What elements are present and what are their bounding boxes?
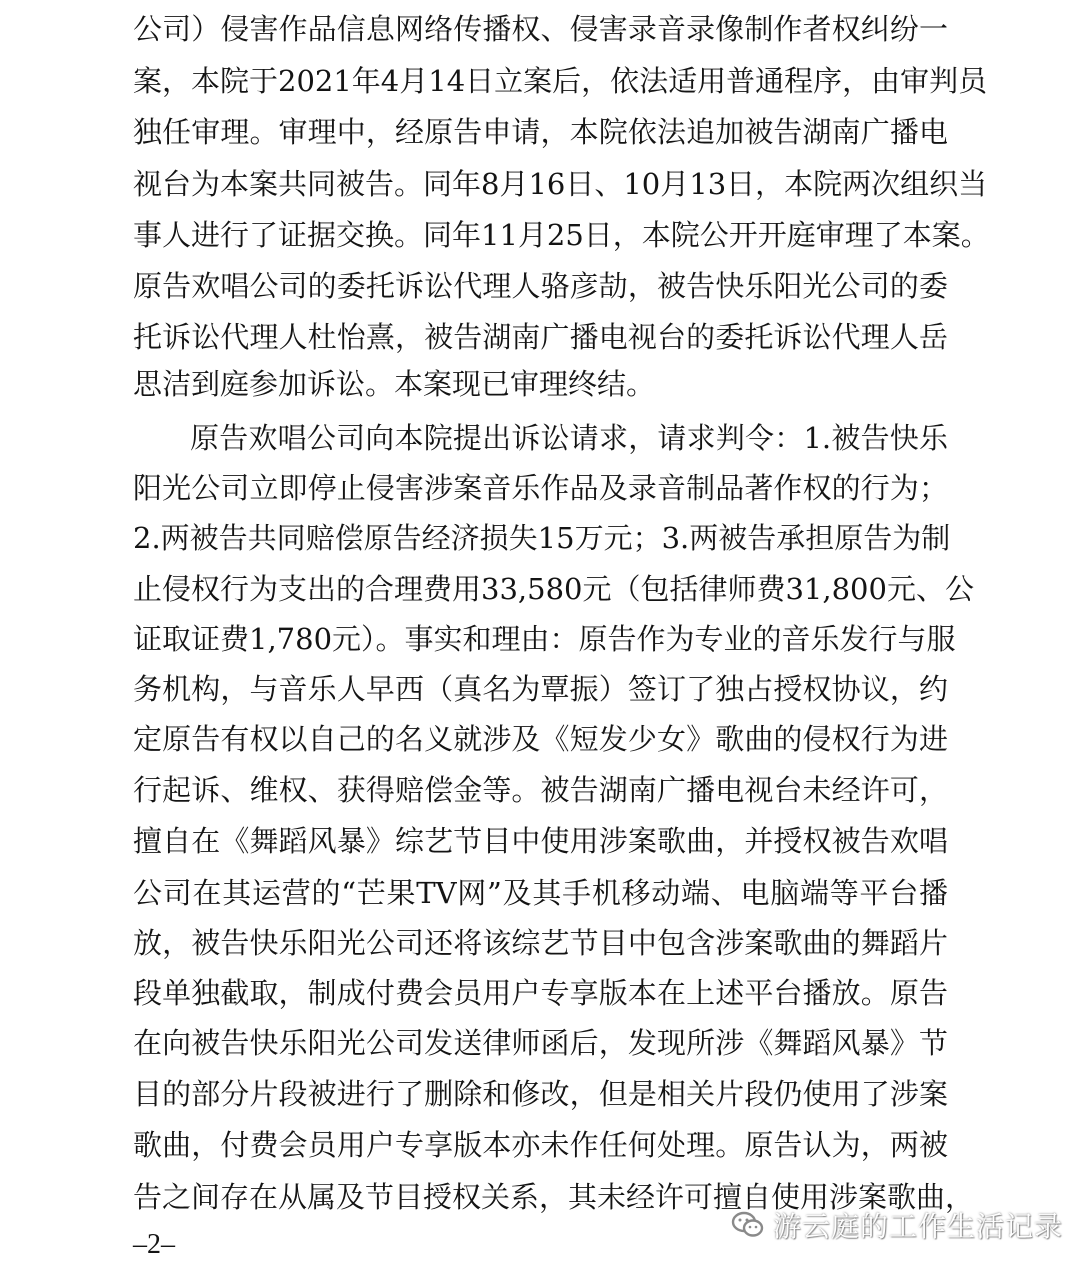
wechat-icon xyxy=(731,1210,765,1240)
text-line: 2.两被告共同赔偿原告经济损失15万元；3.两被告承担原告为制 xyxy=(133,521,951,555)
text-line: 事人进行了证据交换。同年11月25日，本院公开开庭审理了本案。 xyxy=(133,218,990,252)
text-line: 证取证费1,780元）。事实和理由：原告作为专业的音乐发行与服 xyxy=(133,622,956,656)
text-line: 歌曲，付费会员用户专享版本亦未作任何处理。原告认为，两被 xyxy=(133,1128,948,1162)
text-line: 托诉讼代理人杜怡熹，被告湖南广播电视台的委托诉讼代理人岳 xyxy=(133,320,948,354)
text-line: 案，本院于2021年4月14日立案后，依法适用普通程序，由审判员 xyxy=(133,64,988,98)
text-line: 在向被告快乐阳光公司发送律师函后，发现所涉《舞蹈风暴》节 xyxy=(133,1026,948,1060)
account-watermark xyxy=(731,1205,1063,1245)
text-line: 目的部分片段被进行了删除和修改，但是相关片段仍使用了涉案 xyxy=(133,1077,948,1111)
text-line: 公司）侵害作品信息网络传播权、侵害录音录像制作者权纠纷一 xyxy=(133,12,948,46)
paragraph-start-line: 原告欢唱公司向本院提出诉讼请求，请求判令：1.被告快乐 xyxy=(190,421,948,455)
text-line: 段单独截取，制成付费会员用户专享版本在上述平台播放。原告 xyxy=(133,976,948,1010)
text-line: 阳光公司立即停止侵害涉案音乐作品及录音制品著作权的行为； xyxy=(133,471,948,505)
text-line: 务机构，与音乐人早西（真名为覃振）签订了独占授权协议，约 xyxy=(133,672,948,706)
text-line: 告之间存在从属及节目授权关系，其未经许可擅自使用涉案歌曲， xyxy=(133,1180,975,1214)
text-line: 擅自在《舞蹈风暴》综艺节目中使用涉案歌曲，并授权被告欢唱 xyxy=(133,824,948,858)
text-line: 定原告有权以自己的名义就涉及《短发少女》歌曲的侵权行为进 xyxy=(133,722,948,756)
text-line: 放，被告快乐阳光公司还将该综艺节目中包含涉案歌曲的舞蹈片 xyxy=(133,926,948,960)
watermark-text: 游云庭的工作生活记录 xyxy=(773,1210,1064,1243)
text-line: 止侵权行为支出的合理费用33,580元（包括律师费31,800元、公 xyxy=(133,572,974,606)
page-number: –2– xyxy=(133,1229,175,1260)
text-line: 视台为本案共同被告。同年8月16日、10月13日，本院两次组织当 xyxy=(133,167,988,201)
text-line: 原告欢唱公司的委托诉讼代理人骆彦劼，被告快乐阳光公司的委 xyxy=(133,269,948,303)
text-line: 公司在其运营的“芒果TV网”及其手机移动端、电脑端等平台播 xyxy=(133,876,948,910)
text-line: 独任审理。审理中，经原告申请，本院依法追加被告湖南广播电 xyxy=(133,115,948,149)
text-line: 思洁到庭参加诉讼。本案现已审理终结。 xyxy=(133,367,656,401)
text-line: 行起诉、维权、获得赔偿金等。被告湖南广播电视台未经许可， xyxy=(133,773,948,807)
